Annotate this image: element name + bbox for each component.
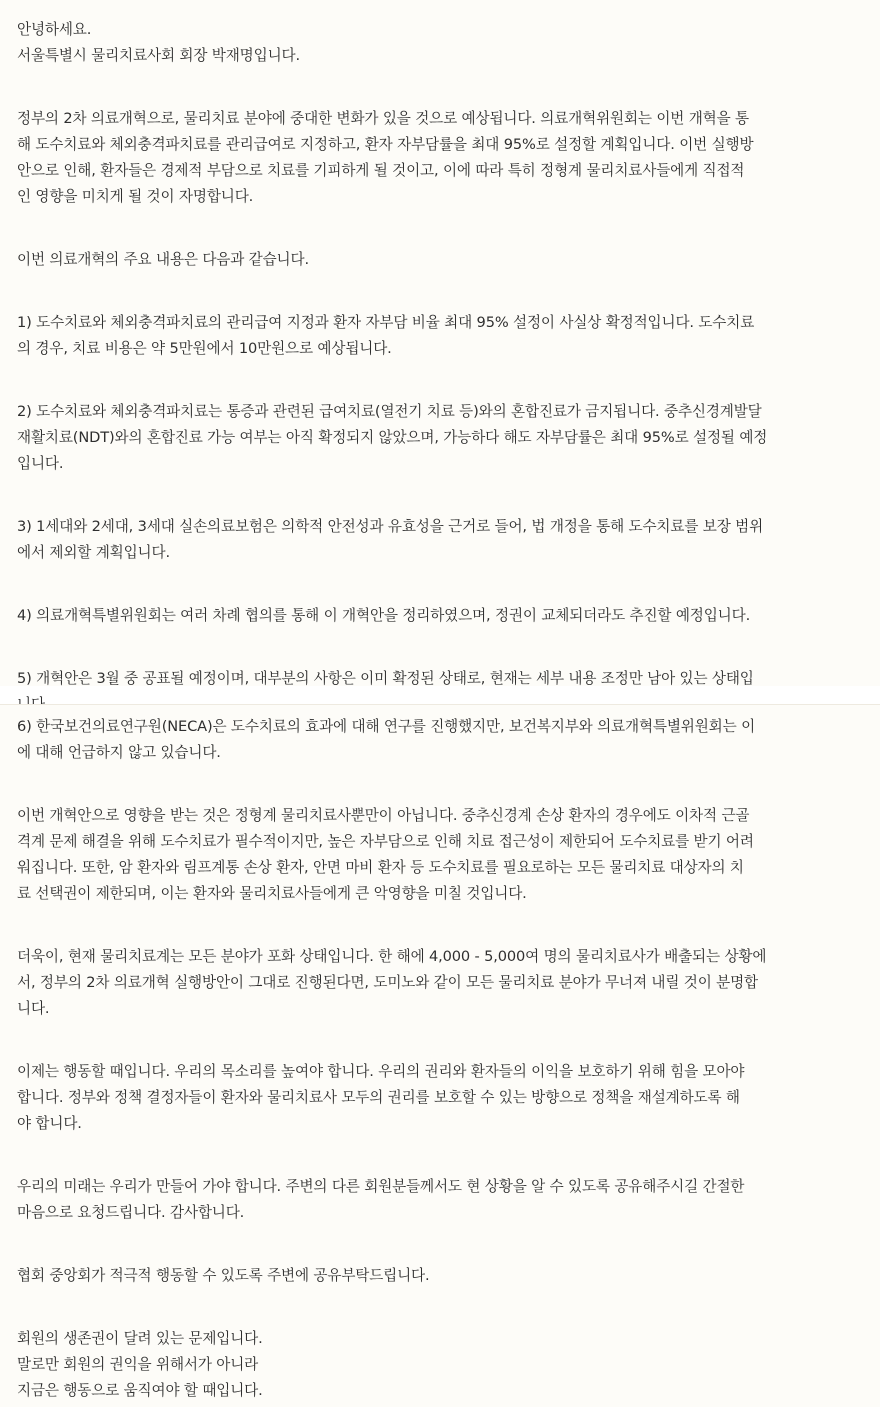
letter-paragraph [17, 17, 862, 69]
letter-paragraph [17, 714, 862, 766]
paragraph-line: 2) 도수치료와 체외충격파치료는 통증과 관련된 급여치료(열전기 치료 등)와의 혼합진료가 금지됩니다. 중추신경계발달 [17, 403, 762, 420]
paragraph-line: 말로만 회원의 권익을 위해서가 아니라 [17, 1356, 259, 1373]
paragraph-line: 이번 개혁안으로 영향을 받는 것은 정형계 물리치료사뿐만이 아닙니다. 중추신경계 손상 환자의 경우에도 이차적 근골 [17, 807, 750, 824]
letter-paragraph [17, 247, 862, 273]
paragraph-line: 에서 제외할 계획입니다. [17, 544, 170, 561]
letter-paragraph [17, 1174, 862, 1226]
letter-paragraph [17, 944, 862, 1022]
paragraph-line: 6) 한국보건의료연구원(NECA)은 도수치료의 효과에 대해 연구를 진행했지만, 보건복지부와 의료개혁특별위원회는 이 [17, 718, 756, 735]
paragraph-line: 더욱이, 현재 물리치료계는 모든 분야가 포화 상태입니다. 한 해에 4,000 - 5,000여 명의 물리치료사가 배출되는 상황에 [17, 948, 767, 965]
paragraph-line: 안으로 인해, 환자들은 경제적 부담으로 치료를 기피하게 될 것이고, 이에 따라 특히 정형계 물리치료사들에게 직접적 [17, 162, 745, 179]
paragraph-line: 회원의 생존권이 달려 있는 문제입니다. [17, 1330, 263, 1347]
paragraph-line: 우리의 미래는 우리가 만들어 가야 합니다. 주변의 다른 회원분들께서도 현 상황을 알 수 있도록 공유해주시길 간절한 [17, 1178, 745, 1195]
letter-paragraph [17, 1059, 862, 1137]
letter-paragraph [17, 514, 862, 566]
paragraph-line: 니다. [17, 1000, 50, 1017]
paragraph-line: 이번 의료개혁의 주요 내용은 다음과 같습니다. [17, 251, 309, 268]
paragraph-line: 재활치료(NDT)와의 혼합진료 가능 여부는 아직 확정되지 않았으며, 가능하다 해도 자부담률은 최대 95%로 설정될 예정 [17, 429, 768, 446]
paragraph-line: 4) 의료개혁특별위원회는 여러 차례 협의를 통해 이 개혁안을 정리하였으며, 정권이 교체되더라도 추진할 예정입니다. [17, 607, 751, 624]
paragraph-line: 인 영향을 미치게 될 것이 자명합니다. [17, 188, 254, 205]
paragraph-line: 서울특별시 물리치료사회 회장 박재명입니다. [17, 47, 300, 64]
paragraph-line: 입니다. [17, 455, 64, 472]
paragraph-line: 야 합니다. [17, 1115, 82, 1132]
paragraph-line: 이제는 행동할 때입니다. 우리의 목소리를 높여야 합니다. 우리의 권리와 환자들의 이익을 보호하기 위해 힘을 모아야 [17, 1063, 745, 1080]
paragraph-line: 안녕하세요. [17, 21, 92, 38]
paragraph-line: 협회 중앙회가 적극적 행동할 수 있도록 주변에 공유부탁드립니다. [17, 1267, 430, 1284]
paragraph-line: 지금은 행동으로 움직여야 할 때입니다. [17, 1382, 263, 1399]
paragraph-line: 서, 정부의 2차 의료개혁 실행방안이 그대로 진행된다면, 도미노와 같이 모든 물리치료 분야가 무너져 내릴 것이 분명합 [17, 974, 758, 991]
paragraph-line: 3) 1세대와 2세대, 3세대 실손의료보험은 의학적 안전성과 유효성을 근거로 들어, 법 개정을 통해 도수치료를 보장 범위 [17, 518, 764, 535]
letter-paragraph [17, 803, 862, 907]
paragraph-line: 에 대해 언급하지 않고 있습니다. [17, 744, 221, 761]
paragraph-line: 해 도수치료와 체외충격파치료를 관리급여로 지정하고, 환자 자부담률을 최대 95%로 설정할 계획입니다. 이번 실행방 [17, 136, 754, 153]
paragraph-line: 정부의 2차 의료개혁으로, 물리치료 분야에 중대한 변화가 있을 것으로 예상됩니다. 의료개혁위원회는 이번 개혁을 통 [17, 110, 750, 127]
paragraph-line: 5) 개혁안은 3월 중 공표될 예정이며, 대부분의 사항은 이미 확정된 상태로, 현재는 세부 내용 조정만 남아 있는 상태입 [17, 670, 754, 687]
letter-paragraph [17, 106, 862, 210]
letter-paragraph [17, 1326, 862, 1404]
paragraph-line: 마음으로 요청드립니다. 감사합니다. [17, 1204, 245, 1221]
letter-panel-bottom [0, 704, 880, 1407]
paragraph-line: 워집니다. 또한, 암 환자와 림프계통 손상 환자, 안면 마비 환자 등 도수치료를 필요로하는 모든 물리치료 대상자의 치 [17, 859, 744, 876]
paragraph-line: 합니다. 정부와 정책 결정자들이 환자와 물리치료사 모두의 권리를 보호할 수 있는 방향으로 정책을 재설계하도록 해 [17, 1089, 740, 1106]
letter-paragraph [17, 310, 862, 362]
paragraph-line: 1) 도수치료와 체외충격파치료의 관리급여 지정과 환자 자부담 비율 최대 95% 설정이 사실상 확정적입니다. 도수치료 [17, 314, 755, 331]
paragraph-line: 료 선택권이 제한되며, 이는 환자와 물리치료사들에게 큰 악영향을 미칠 것입니다. [17, 885, 527, 902]
paragraph-line: 격계 문제 해결을 위해 도수치료가 필수적이지만, 높은 자부담으로 인해 치료 접근성이 제한되어 도수치료를 받기 어려 [17, 833, 754, 850]
paragraph-line: 의 경우, 치료 비용은 약 5만원에서 10만원으로 예상됩니다. [17, 340, 392, 357]
letter-paragraph [17, 399, 862, 477]
letter-paragraph [17, 1263, 862, 1289]
letter-paragraph [17, 603, 862, 629]
letter-panel-top [0, 0, 880, 686]
